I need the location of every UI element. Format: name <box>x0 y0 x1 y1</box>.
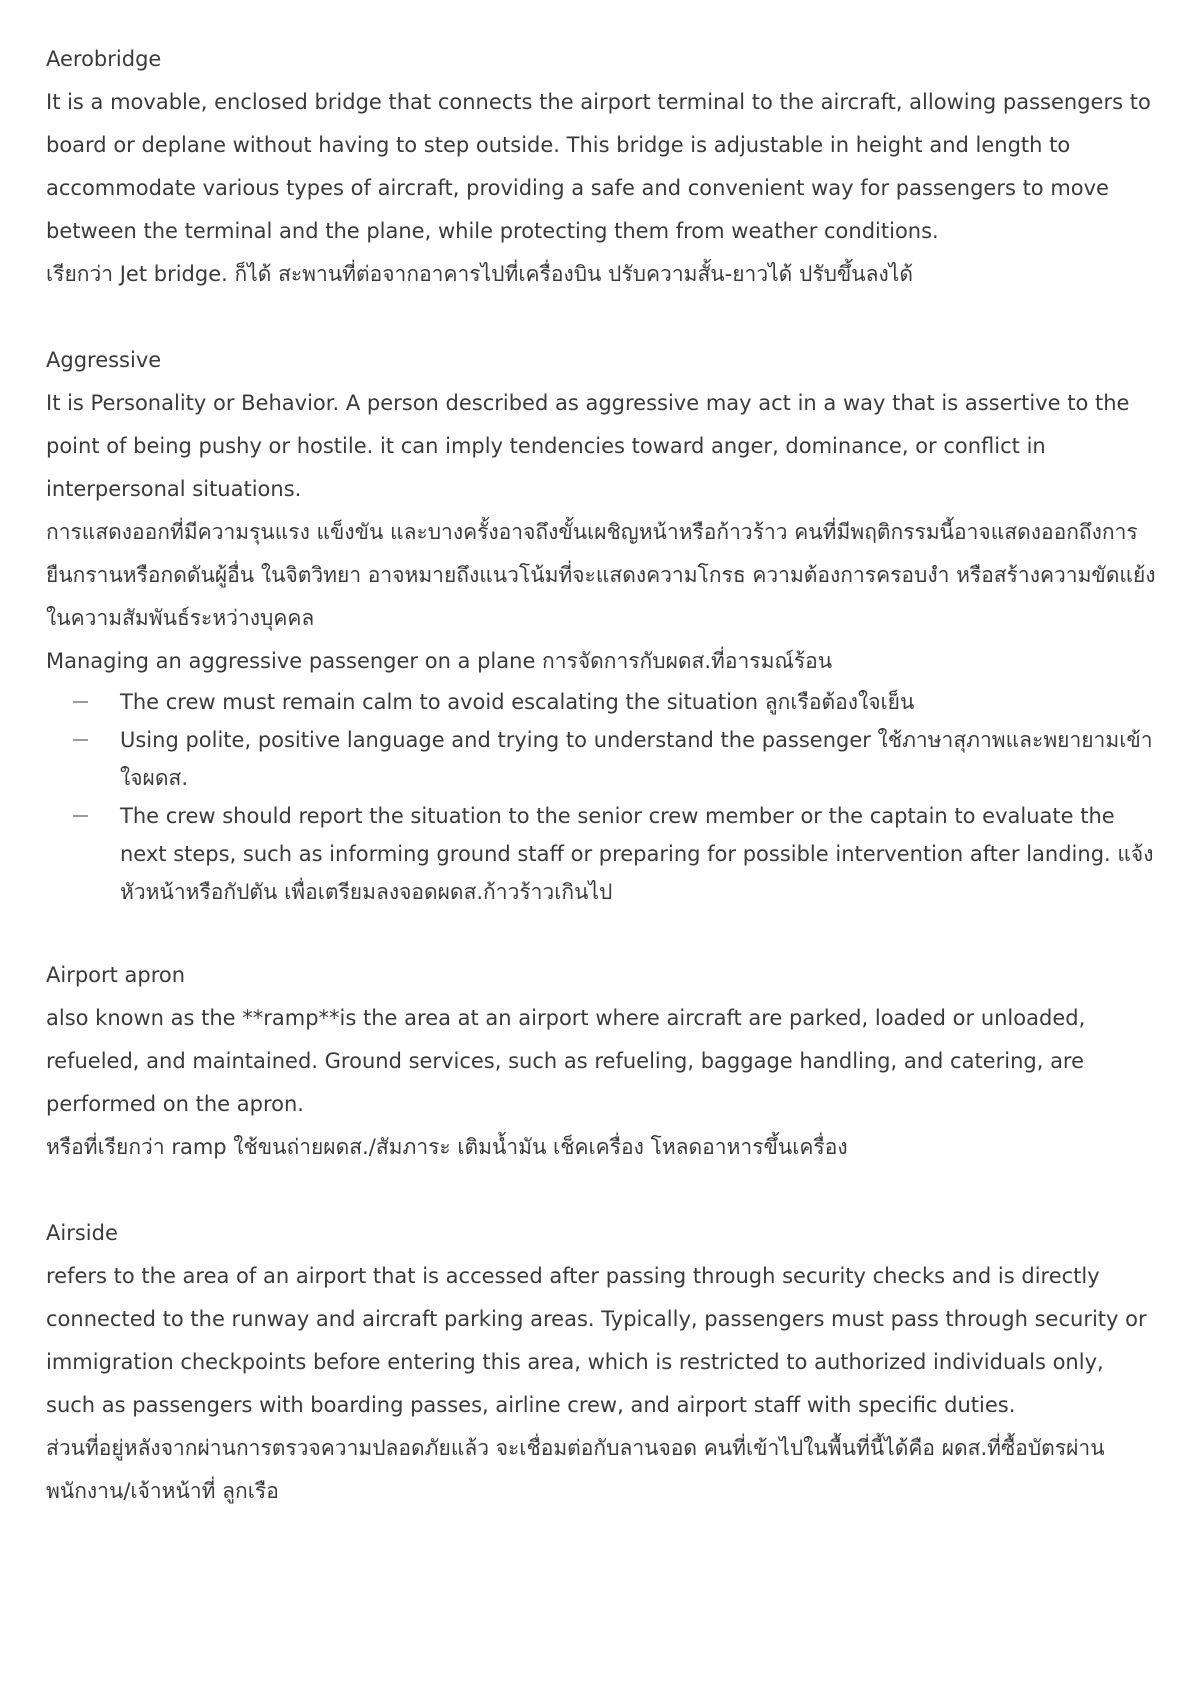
list-item-text: The crew should report the situation to the senior crew member or the captain to evaluate the next steps, such as informing ground staff or preparing for possible intervention after landing. แจ้งหัวหน้าหรือกัปตัน เพื่อเตรียมลงจอดผดส.ก้าวร้าวเกินไป <box>120 804 1154 904</box>
thai-note: ส่วนที่อยู่หลังจากผ่านการตรวจความปลอดภัยแล้ว จะเชื่อมต่อกับลานจอด คนที่เข้าไปในพื้นที่นี้ได้คือ ผดส.ที่ซื้อบัตรผ่าน พนักงาน/เจ้าหน้าที่ ลูกเรือ <box>46 1436 1105 1503</box>
entry-airside <box>46 1212 1156 1513</box>
term-heading: Airside <box>46 1221 118 1245</box>
definition-paragraph: It is a movable, enclosed bridge that connects the airport terminal to the aircraft, allowing passengers to board or deplane without having to step outside. This bridge is adjustable in height and length to accommodate various types of aircraft, providing a safe and convenient way for passengers to move between the terminal and the plane, while protecting them from weather conditions. <box>46 90 1151 243</box>
dash-bullet-icon <box>73 739 88 741</box>
thai-note: การแสดงออกที่มีความรุนแรง แข็งขัน และบางครั้งอาจถึงขั้นเผชิญหน้าหรือก้าวร้าว คนที่มีพฤติกรรมนี้อาจแสดงออกถึงการยืนกรานหรือกดดันผู้อื่น ในจิตวิทยา อาจหมายถึงแนวโน้มที่จะแสดงความโกรธ ความต้องการครอบงำ หรือสร้างความขัดแย้งในความสัมพันธ์ระหว่างบุคคล <box>46 520 1156 630</box>
entry-aggressive <box>46 339 1156 911</box>
list-item <box>46 683 1156 721</box>
list-item-text: Using polite, positive language and trying to understand the passenger ใช้ภาษาสุภาพและพยายามเข้าใจผดส. <box>120 728 1153 790</box>
thai-note: หรือที่เรียกว่า ramp ใช้ขนถ่ายผดส./สัมภาระ เติมน้ำมัน เช็คเครื่อง โหลดอาหารขึ้นเครื่อง <box>46 1135 848 1159</box>
dash-bullet-icon <box>73 701 88 703</box>
term-heading: Aggressive <box>46 348 162 372</box>
definition-paragraph: It is Personality or Behavior. A person described as aggressive may act in a way that is assertive to the point of being pushy or hostile. it can imply tendencies toward anger, dominance, or conflict in interpersonal situations. <box>46 391 1130 501</box>
entry-aerobridge <box>46 38 1156 296</box>
term-heading: Airport apron <box>46 963 186 987</box>
list-item-text: The crew must remain calm to avoid escalating the situation ลูกเรือต้องใจเย็น <box>120 690 915 714</box>
definition-paragraph: also known as the **ramp**is the area at an airport where aircraft are parked, loaded or unloaded, refueled, and maintained. Ground services, such as refueling, baggage handling, and catering, are performed on the apron. <box>46 1006 1086 1116</box>
definition-paragraph: refers to the area of an airport that is accessed after passing through security checks and is directly connected to the runway and aircraft parking areas. Typically, passengers must pass through security or immigration checkpoints before entering this area, which is restricted to authorized individuals only, such as passengers with boarding passes, airline crew, and airport staff with specific duties. <box>46 1264 1147 1417</box>
subheading: Managing an aggressive passenger on a plane การจัดการกับผดส.ที่อารมณ์ร้อน <box>46 649 833 673</box>
thai-note: เรียกว่า Jet bridge. ก็ได้ สะพานที่ต่อจากอาคารไปที่เครื่องบิน ปรับความสั้น-ยาวได้ ปรับขึ้นลงได้ <box>46 262 913 286</box>
term-heading: Aerobridge <box>46 47 162 71</box>
bullet-list <box>46 683 1156 911</box>
dash-bullet-icon <box>73 815 88 817</box>
entry-airport-apron <box>46 954 1156 1169</box>
list-item <box>46 797 1156 911</box>
list-item <box>46 721 1156 797</box>
